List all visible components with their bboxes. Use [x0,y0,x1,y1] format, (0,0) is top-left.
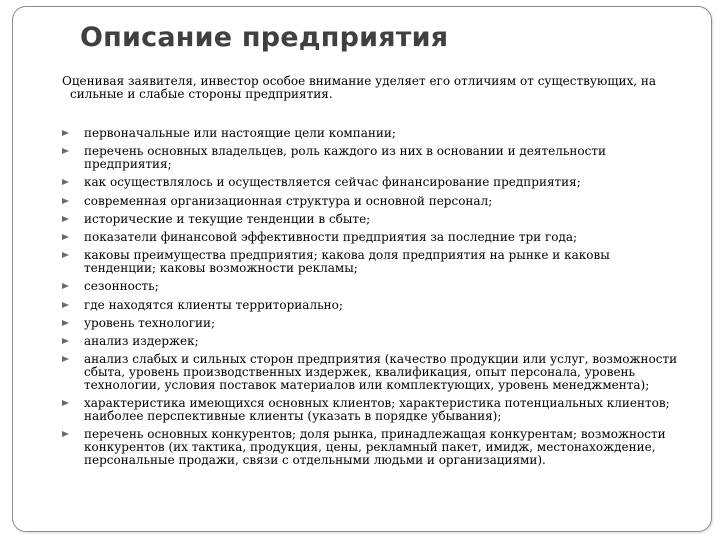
bullet-arrow-icon [62,179,69,185]
bullet-arrow-icon [62,130,69,136]
bullet-arrow-icon [62,338,69,344]
list-item [62,353,680,392]
page-title: Описание предприятия [80,22,449,53]
list-item [62,280,680,293]
list-item-text: где находятся клиенты территориально; [84,297,343,312]
list-item-text: перечень основных конкурентов; доля рынка, принадлежащая конкурентам; возможности конкурентов (их тактика, продукция, цены, рекламный пакет, имидж, местонахождение, персональные продажи, связи с отдельными людьми и организациями). [84,427,666,468]
bullet-arrow-icon [62,320,69,326]
list-item-text: перечень основных владельцев, роль каждого из них в основании и деятельности предприятия; [84,144,606,172]
bullet-list [62,127,680,473]
list-item-text: сезонность; [84,279,159,294]
list-item [62,397,680,423]
list-item [62,127,680,140]
list-item [62,195,680,208]
list-item [62,231,680,244]
list-item [62,299,680,312]
bullet-arrow-icon [62,252,69,258]
list-item-text: современная организационная структура и основной персонал; [84,193,493,208]
list-item-text: уровень технологии; [84,315,216,330]
list-item [62,145,680,171]
list-item-text: характеристика имеющихся основных клиентов; характеристика потенциальных клиентов; наиболее перспективные клиенты (указать в порядке убывания); [84,396,670,424]
bullet-arrow-icon [62,148,69,154]
bullet-arrow-icon [62,216,69,222]
list-item [62,428,680,467]
bullet-arrow-icon [62,356,69,362]
list-item-text: показатели финансовой эффективности предприятия за последние три года; [84,229,578,244]
bullet-arrow-icon [62,302,69,308]
list-item-text: исторические и текущие тенденции в сбыте; [84,211,371,226]
bullet-arrow-icon [62,234,69,240]
list-item-text: первоначальные или настоящие цели компании; [84,126,396,140]
list-item-text: анализ слабых и сильных сторон предприятия (качество продукции или услуг, возможности сбыта, уровень производственных издержек, квалификация, опыт персонала, уровень технологии, условия поставок материалов или комплектующих, уровень менеджмента); [84,352,678,393]
list-item [62,249,680,275]
list-item [62,176,680,189]
bullet-arrow-icon [62,198,69,204]
list-item-text: как осуществлялось и осуществляется сейчас финансирование предприятия; [84,175,581,190]
list-item [62,317,680,330]
list-item [62,335,680,348]
intro-paragraph: Оценивая заявителя, инвестор особое внимание уделяет его отличиям от существующих, на сильные и слабые стороны предприятия. [62,74,657,101]
bullet-arrow-icon [62,283,69,289]
list-item [62,213,680,226]
bullet-arrow-icon [62,431,69,437]
list-item-text: каковы преимущества предприятия; какова доля предприятия на рынке и каковы тенденции; каковы возможности рекламы; [84,248,610,276]
bullet-arrow-icon [62,400,69,406]
list-item-text: анализ издержек; [84,333,199,348]
